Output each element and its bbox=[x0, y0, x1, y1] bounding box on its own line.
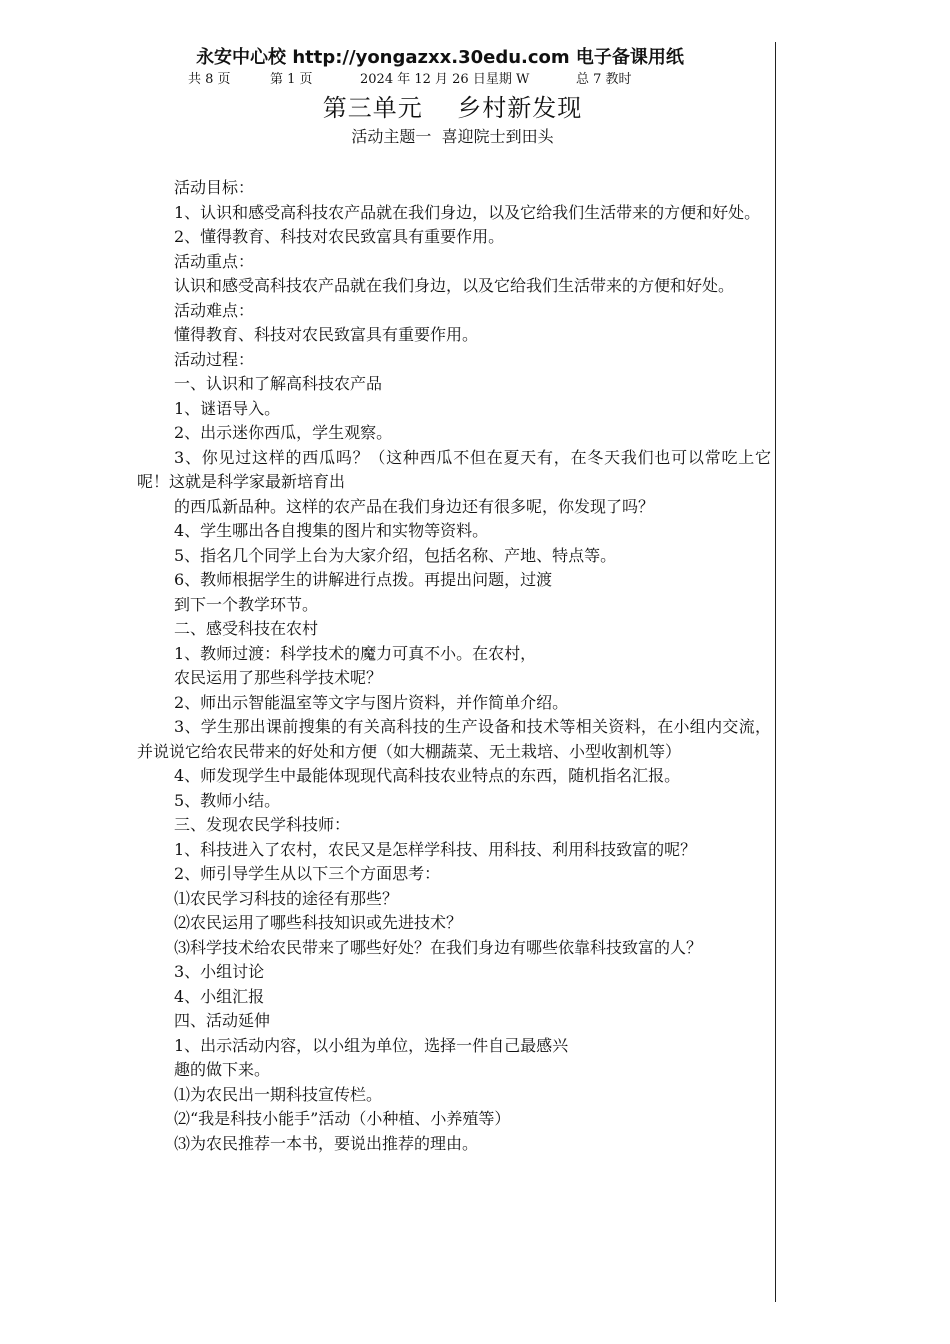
body-line: 1、教师过渡：科学技术的魔力可真不小。在农村， bbox=[174, 643, 537, 663]
body-line: 四、活动延伸 bbox=[174, 1011, 271, 1030]
unit-title: 第三单元 乡村新发现 bbox=[322, 94, 583, 122]
header-title: 永安中心校 http://yongazxx.30edu.com 电子备课用纸 bbox=[196, 47, 684, 68]
body-line: 1、出示活动内容，以小组为单位，选择一件自己最感兴 bbox=[174, 1035, 569, 1055]
body-line: 4、师发现学生中最能体现现代高科技农业特点的东西，随机指名汇报。 bbox=[174, 766, 681, 785]
body-line: 认识和感受高科技农产品就在我们身边，以及它给我们生活带来的方便和好处。 bbox=[174, 276, 735, 295]
body-line: 1、谜语导入。 bbox=[174, 398, 281, 418]
body-line: 一、认识和了解高科技农产品 bbox=[174, 374, 383, 393]
body-line: 2、懂得教育、科技对农民致富具有重要作用。 bbox=[174, 227, 505, 246]
body-line: 活动难点： bbox=[174, 300, 255, 320]
body-line: 6、教师根据学生的讲解进行点拨。再提出问题，过渡 bbox=[174, 570, 553, 589]
body-line: 3、小组讨论 bbox=[174, 962, 265, 981]
body-line: 4、小组汇报 bbox=[174, 986, 265, 1006]
body-line: ⑴农民学习科技的途径有那些？ bbox=[174, 888, 399, 908]
body-line: 1、认识和感受高科技农产品就在我们身边，以及它给我们生活带来的方便和好处。 bbox=[174, 202, 761, 222]
body-line: 的西瓜新品种。这样的农产品在我们身边还有很多呢，你发现了吗？ bbox=[174, 496, 655, 516]
body-line: ⑵农民运用了哪些科技知识或先进技术？ bbox=[174, 913, 463, 932]
body-line: 5、指名几个同学上台为大家介绍，包括名称、产地、特点等。 bbox=[174, 545, 617, 565]
body-line: 农民运用了那些科学技术呢？ bbox=[174, 668, 383, 687]
body-line: 趣的做下来。 bbox=[174, 1060, 271, 1079]
body-line: 4、学生哪出各自搜集的图片和实物等资料。 bbox=[174, 521, 489, 540]
body-line: 三、发现农民学科技师： bbox=[174, 815, 351, 834]
body-line: 活动过程： bbox=[174, 349, 255, 369]
body-line: ⑴为农民出一期科技宣传栏。 bbox=[174, 1084, 383, 1104]
body-line: 懂得教育、科技对农民致富具有重要作用。 bbox=[174, 325, 479, 344]
body-line: 2、师引导学生从以下三个方面思考： bbox=[174, 864, 441, 883]
body-line: ⑶为农民推荐一本书，要说出推荐的理由。 bbox=[174, 1133, 479, 1153]
total-lessons: 总 7 教时 bbox=[576, 72, 632, 87]
page-number: 第 1 页 bbox=[270, 72, 313, 87]
body-line: 3、你见过这样的西瓜吗？（这种西瓜不但在夏天有，在冬天我们也可以常吃上它呢！这就是科学家最新培育出 bbox=[137, 447, 771, 491]
body-line: 活动目标： bbox=[174, 178, 255, 197]
lesson-body bbox=[137, 176, 771, 1156]
body-line: ⑶科学技术给农民带来了哪些好处？在我们身边有哪些依靠科技致富的人？ bbox=[174, 937, 703, 957]
body-line: 2、出示迷你西瓜，学生观察。 bbox=[174, 423, 393, 442]
body-line: 1、科技进入了农村，农民又是怎样学科技、用科技、利用科技致富的呢？ bbox=[174, 839, 697, 859]
body-line: 3、学生那出课前搜集的有关高科技的生产设备和技术等相关资料，在小组内交流，并说说它给农民带来的好处和方便（如大棚蔬菜、无土栽培、小型收割机等） bbox=[137, 717, 771, 761]
header-meta bbox=[188, 71, 636, 89]
body-line: 二、感受科技在农村 bbox=[174, 619, 319, 638]
body-line: ⑵“我是科技小能手”活动（小种植、小养殖等） bbox=[174, 1109, 511, 1128]
lesson-date: 2024 年 12 月 26 日星期 W bbox=[360, 72, 530, 87]
body-line: 5、教师小结。 bbox=[174, 790, 281, 810]
body-line: 2、师出示智能温室等文字与图片资料，并作简单介绍。 bbox=[174, 692, 569, 712]
theme-title: 活动主题一 喜迎院士到田头 bbox=[351, 127, 554, 146]
total-pages: 共 8 页 bbox=[188, 72, 231, 87]
body-line: 到下一个教学环节。 bbox=[174, 594, 319, 614]
body-line: 活动重点： bbox=[174, 251, 255, 271]
page-right-border bbox=[775, 42, 776, 1302]
